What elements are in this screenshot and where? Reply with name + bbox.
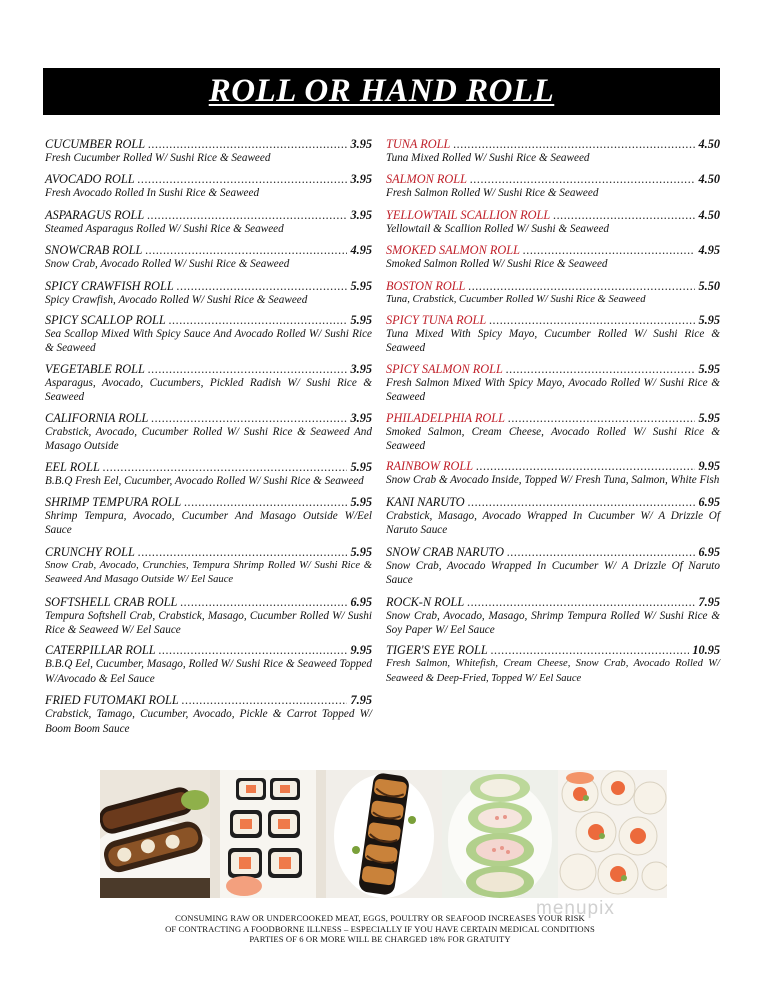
menu-item-name: SNOWCRAB ROLL <box>45 243 143 258</box>
menu-item-description: Snow Crab, Avocado Rolled W/ Sushi Rice & Seaweed <box>45 258 290 271</box>
menu-item-name: CRUNCHY ROLL <box>45 544 135 559</box>
menu-item-name: SHRIMP TEMPURA ROLL <box>45 494 182 509</box>
menu-item-name: SPICY SCALLOP ROLL <box>45 313 166 328</box>
menu-item-name: ASPARAGUS ROLL <box>45 207 145 222</box>
menu-item-row <box>45 362 372 376</box>
menu-item <box>386 495 720 538</box>
menu-item-name: ROCK-N ROLL <box>386 594 465 609</box>
sushi-photo-4 <box>442 770 558 898</box>
sushi-photo-1 <box>100 770 210 898</box>
menu-item <box>386 172 720 200</box>
dot-leader <box>491 643 690 657</box>
menu-item-name: PHILADELPHIA ROLL <box>386 410 505 425</box>
right-menu-column <box>386 137 720 686</box>
dot-leader <box>138 545 347 559</box>
left-menu-column <box>45 137 372 736</box>
menu-item-name: CALIFORNIA ROLL <box>45 410 149 425</box>
menu-item-name: SNOW CRAB NARUTO <box>386 544 504 559</box>
menu-item <box>45 643 372 686</box>
menu-item-price: 4.50 <box>698 207 720 222</box>
menu-item <box>45 495 372 538</box>
menu-item-description: Fresh Cucumber Rolled W/ Sushi Rice & Seaweed <box>45 152 271 164</box>
dot-leader <box>507 545 695 559</box>
menu-item-row <box>386 208 720 222</box>
menu-item-name: RAINBOW ROLL <box>386 459 474 474</box>
menu-item-row <box>386 411 720 425</box>
dot-leader <box>169 313 347 327</box>
menu-item <box>45 279 372 307</box>
menu-item-description: Crabstick, Avocado, Cucumber Rolled W/ Sushi Rice & Seaweed And Masago Outside <box>45 425 372 453</box>
sushi-photo-2 <box>210 770 326 898</box>
menu-item-price: 4.95 <box>698 243 720 258</box>
dot-leader <box>159 643 347 657</box>
menu-item-row <box>45 172 372 186</box>
menu-item-description: Smoked Salmon, Cream Cheese, Avocado Rolled W/ Sushi Rice & Seaweed <box>386 425 720 453</box>
menu-item <box>386 208 720 236</box>
menu-item-price: 3.95 <box>350 361 372 376</box>
menu-item-price: 3.95 <box>350 410 372 425</box>
menu-item-price: 6.95 <box>698 544 720 559</box>
menu-item-name: SALMON ROLL <box>386 172 467 187</box>
menu-item <box>386 459 720 487</box>
menu-item-name: FRIED FUTOMAKI ROLL <box>45 693 179 708</box>
menu-item-name: SPICY SALMON ROLL <box>386 361 503 376</box>
menu-item-description: Crabstick, Masago, Avocado Wrapped In Cucumber W/ A Drizzle Of Naruto Sauce <box>386 509 720 537</box>
dot-leader <box>467 595 695 609</box>
menu-item-row <box>45 595 372 609</box>
menu-item-row <box>386 243 720 257</box>
menu-item-price: 4.95 <box>350 243 372 258</box>
menu-item-row <box>386 495 720 509</box>
menu-item-description: Spicy Crawfish, Avocado Rolled W/ Sushi Rice & Seaweed <box>45 293 308 306</box>
menu-item <box>386 411 720 454</box>
menu-item-price: 10.95 <box>692 643 720 658</box>
menu-item-description: Snow Crab, Avocado, Crunchies, Tempura Shrimp Rolled W/ Sushi Rice & Seaweed And Masago Outside W/ Eel Sauce <box>45 559 372 586</box>
menu-item-description: Fresh Avocado Rolled In Sushi Rice & Seaweed <box>45 187 260 200</box>
menu-item <box>45 208 372 236</box>
menu-item-price: 5.95 <box>350 544 372 559</box>
dot-leader <box>147 208 347 222</box>
menu-item-price: 5.95 <box>350 494 372 509</box>
menu-item-price: 9.95 <box>698 459 720 474</box>
menu-item-name: KANI NARUTO <box>386 494 465 509</box>
menu-item-price: 3.95 <box>350 137 372 151</box>
dot-leader <box>151 411 347 425</box>
menu-item-description: Fresh Salmon Rolled W/ Sushi Rice & Seaweed <box>386 187 599 200</box>
menu-item <box>386 137 720 165</box>
menu-item-name: VEGETABLE ROLL <box>45 361 145 376</box>
menu-item-description: B.B.Q Fresh Eel, Cucumber, Avocado Rolled W/ Sushi Rice & Seaweed <box>45 475 364 488</box>
menu-item-name: TIGER'S EYE ROLL <box>386 643 488 658</box>
menu-item-description: Fresh Salmon, Whitefish, Cream Cheese, Snow Crab, Avocado Rolled W/ Seaweed & Deep-Fried, Topped W/ Eel Sauce <box>386 658 720 684</box>
menu-item-price: 5.95 <box>350 460 372 475</box>
menu-item <box>45 460 372 488</box>
menu-item <box>45 313 372 356</box>
menu-item-description: Snow Crab & Avocado Inside, Topped W/ Fresh Tuna, Salmon, White Fish <box>386 474 720 487</box>
menu-item-description: Yellowtail & Scallion Rolled W/ Sushi & Seaweed <box>386 222 610 235</box>
dot-leader <box>468 279 695 293</box>
menu-item-name: SOFTSHELL CRAB ROLL <box>45 594 178 609</box>
dot-leader <box>506 362 695 376</box>
menu-item-description: Fresh Salmon Mixed With Spicy Mayo, Avocado Rolled W/ Sushi Rice & Seaweed <box>386 376 720 404</box>
menu-item-row <box>45 460 372 474</box>
menu-item-name: BOSTON ROLL <box>386 278 466 293</box>
page-title: ROLL OR HAND ROLL <box>208 73 555 109</box>
menu-item <box>386 362 720 405</box>
menu-item-row <box>45 411 372 425</box>
menu-item <box>45 693 372 736</box>
menu-item-row <box>386 172 720 186</box>
disclaimer-line-3: PARTIES OF 6 OR MORE WILL BE CHARGED 18% FOR GRATUITY <box>249 934 511 945</box>
dot-leader <box>182 693 347 707</box>
menu-item-row <box>45 693 372 707</box>
menu-item-row <box>386 595 720 609</box>
menu-item-row <box>45 208 372 222</box>
menu-item-description: Snow Crab, Avocado, Masago, Shrimp Tempura Rolled W/ Sushi Rice & Soy Paper W/ Eel Sauce <box>386 609 720 636</box>
menu-item-description: Shrimp Tempura, Avocado, Cucumber And Masago Outside W/Eel Sauce <box>45 509 372 537</box>
menu-item <box>45 362 372 405</box>
menu-item <box>45 595 372 638</box>
menu-item-row <box>386 362 720 376</box>
menu-item <box>45 545 372 588</box>
menu-item-price: 7.95 <box>698 594 720 609</box>
dot-leader <box>145 243 347 257</box>
menu-item <box>45 411 372 454</box>
dot-leader <box>148 137 347 151</box>
menu-item-name: YELLOWTAIL SCALLION ROLL <box>386 207 551 222</box>
menu-item-row <box>45 643 372 657</box>
menu-item-name: CATERPILLAR ROLL <box>45 643 156 658</box>
menu-item-description: Steamed Asparagus Rolled W/ Sushi Rice & Seaweed <box>45 222 284 235</box>
menu-item-price: 6.95 <box>350 594 372 609</box>
menu-item-price: 5.95 <box>698 313 720 328</box>
dot-leader <box>468 495 695 509</box>
menu-item-description: Asparagus, Avocado, Cucumbers, Pickled Radish W/ Sushi Rice & Seaweed <box>45 376 372 404</box>
menu-item-name: SMOKED SALMON ROLL <box>386 243 520 258</box>
sushi-photo-5 <box>558 770 667 898</box>
menu-item <box>45 243 372 271</box>
menu-item-row <box>386 643 720 657</box>
menu-item-name: SPICY CRAWFISH ROLL <box>45 278 174 293</box>
dot-leader <box>138 172 347 186</box>
menu-item-description: Tuna, Crabstick, Cucumber Rolled W/ Sushi Rice & Seaweed <box>386 293 646 305</box>
menu-item-name: AVOCADO ROLL <box>45 172 135 187</box>
sushi-photo-3 <box>326 770 442 898</box>
menu-item-row <box>45 313 372 327</box>
menu-item <box>386 545 720 588</box>
title-bar <box>43 68 720 115</box>
dot-leader <box>184 495 347 509</box>
menu-item <box>386 313 720 356</box>
menu-item-row <box>45 137 372 151</box>
dot-leader <box>523 243 695 257</box>
menu-item-price: 5.50 <box>698 278 720 293</box>
menu-item-row <box>386 545 720 559</box>
menu-item-description: Snow Crab, Avocado Wrapped In Cucumber W/ A Drizzle Of Naruto Sauce <box>386 559 720 587</box>
menu-item <box>386 279 720 307</box>
menu-item <box>386 643 720 686</box>
watermark: menupix <box>536 898 615 919</box>
menu-item-row <box>386 459 720 473</box>
menu-item-row <box>45 279 372 293</box>
menu-item-price: 6.95 <box>698 494 720 509</box>
dot-leader <box>177 279 347 293</box>
menu-item-description: Tuna Mixed Rolled W/ Sushi Rice & Seaweed <box>386 152 590 164</box>
menu-item <box>45 172 372 200</box>
sushi-photo-strip <box>100 770 667 898</box>
menu-item-price: 5.95 <box>698 410 720 425</box>
menu-item-row <box>45 495 372 509</box>
menu-item-name: CUCUMBER ROLL <box>45 137 146 151</box>
dot-leader <box>508 411 695 425</box>
menu-item-row <box>45 243 372 257</box>
menu-item <box>386 243 720 271</box>
dot-leader <box>470 172 695 186</box>
dot-leader <box>103 460 347 474</box>
menu-item-name: SPICY TUNA ROLL <box>386 313 487 328</box>
menu-item-price: 4.50 <box>698 137 720 151</box>
menu-item-name: TUNA ROLL <box>386 137 451 151</box>
menu-item-price: 3.95 <box>350 207 372 222</box>
dot-leader <box>553 208 695 222</box>
dot-leader <box>453 137 695 151</box>
menu-item-price: 5.95 <box>698 361 720 376</box>
menu-item-row <box>45 545 372 559</box>
dot-leader <box>476 459 695 473</box>
menu-item-price: 3.95 <box>350 172 372 187</box>
menu-item-price: 4.50 <box>698 172 720 187</box>
menu-item-description: Tuna Mixed With Spicy Mayo, Cucumber Rolled W/ Sushi Rice & Seaweed <box>386 328 720 355</box>
menu-item-price: 7.95 <box>350 693 372 708</box>
disclaimer-line-1: CONSUMING RAW OR UNDERCOOKED MEAT, EGGS, POULTRY OR SEAFOOD INCREASES YOUR RISK <box>175 913 585 923</box>
menu-item <box>386 595 720 638</box>
menu-item-price: 5.95 <box>350 313 372 328</box>
menu-item-description: Sea Scallop Mixed With Spicy Sauce And Avocado Rolled W/ Sushi Rice & Seaweed <box>45 328 372 355</box>
menu-item-description: B.B.Q Eel, Cucumber, Masago, Rolled W/ Sushi Rice & Seaweed Topped W/Avocado & Eel Sauce <box>45 658 372 685</box>
menu-item-row <box>386 279 720 293</box>
menu-item-description: Crabstick, Tamago, Cucumber, Avocado, Pickle & Carrot Topped W/ Boom Boom Sauce <box>45 708 372 735</box>
menu-item-row <box>386 137 720 151</box>
menu-item-row <box>386 313 720 327</box>
menu-item-description: Tempura Softshell Crab, Crabstick, Masago, Cucumber Rolled W/ Sushi Rice & Seaweed W/ Eel Sauce <box>45 609 372 636</box>
menu-item-price: 5.95 <box>350 278 372 293</box>
menu-item-price: 9.95 <box>350 643 372 658</box>
disclaimer-line-2: OF CONTRACTING A FOODBORNE ILLNESS – ESPECIALLY IF YOU HAVE CERTAIN MEDICAL CONDITIONS <box>165 923 595 934</box>
menu-item <box>45 137 372 165</box>
dot-leader <box>489 313 695 327</box>
dot-leader <box>180 595 347 609</box>
menu-item-name: EEL ROLL <box>45 460 100 475</box>
menu-item-description: Smoked Salmon Rolled W/ Sushi Rice & Seaweed <box>386 258 608 271</box>
dot-leader <box>148 362 347 376</box>
disclaimer <box>120 913 640 945</box>
